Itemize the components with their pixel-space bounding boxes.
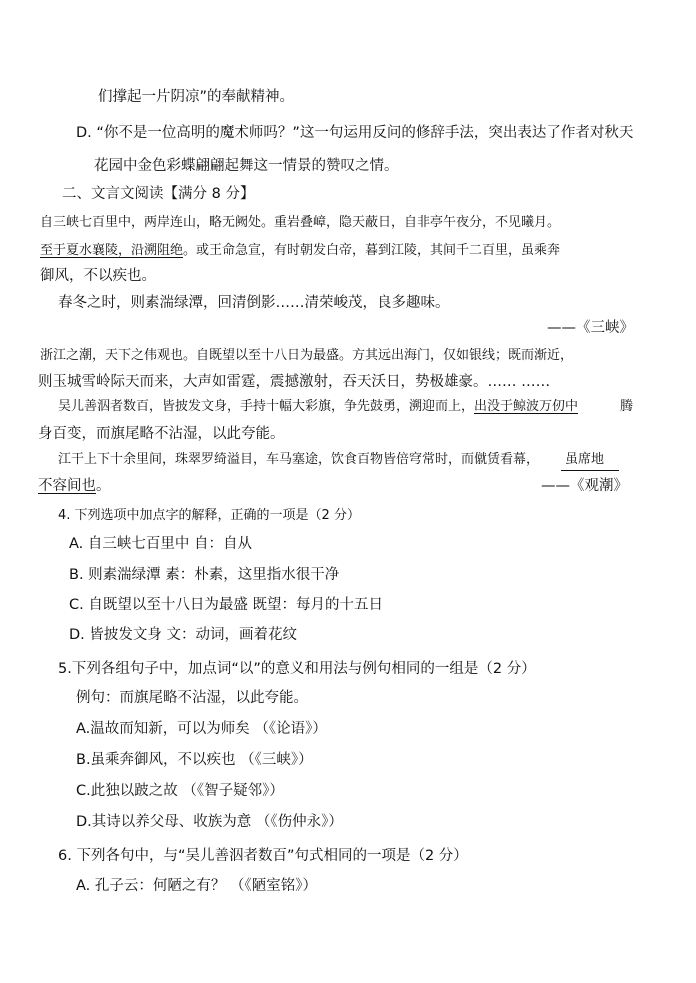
q5-option-c: C.此独以跛之故 （《智子疑邻》） xyxy=(76,783,284,799)
guanchao-source: ——《观潮》 xyxy=(541,478,628,494)
sanxia-source: ——《三峡》 xyxy=(547,320,634,336)
q4-option-d: D. 皆披发文身 文：动词，画着花纹 xyxy=(69,627,297,643)
guanchao-para3-end: 腾 xyxy=(620,399,634,414)
guanchao-para1: 浙江之潮，天下之伟观也。自既望以至十八日为最盛。方其远出海门，仅如银线；既而渐近， xyxy=(40,348,574,363)
q5-stem: 5.下列各组句子中，加点词“以”的意义和用法与例句相同的一组是（2 分） xyxy=(58,661,536,677)
q5-example: 例句：而旗尾略不沾湿，以此夸能。 xyxy=(76,690,308,706)
underlined-phrase: 出没于鲸波万仞中 xyxy=(474,399,579,414)
sanxia-para1: 自三峡七百里中，两岸连山，略无阙处。重岩叠嶂，隐天蔽日，自非亭午夜分，不见曦月。 xyxy=(40,215,561,230)
section-heading: 二、文言文阅读【满分 8 分】 xyxy=(62,186,255,202)
q4-option-a: A. 自三峡七百里中 自：自从 xyxy=(69,536,252,552)
q4-stem: 4. 下列选项中加点字的解释，正确的一项是（2 分） xyxy=(58,508,360,523)
option-c-tail: 们撑起一片阴凉”的奉献精神。 xyxy=(98,89,295,105)
option-d-line2: 花园中金色彩蝶翩翩起舞这一情景的赞叹之情。 xyxy=(94,158,399,174)
q4-option-b: B. 则素湍绿潭 素：朴素，这里指水很干净 xyxy=(69,567,340,583)
option-d-line1: D. “你不是一位高明的魔术师吗？”这一句运用反问的修辞手法，突出表达了作者对秋天 xyxy=(76,125,634,141)
guanchao-para2: 则玉城雪岭际天而来，大声如雷霆，震撼激射，吞天沃日，势极雄豪。…… …… xyxy=(38,374,551,390)
q5-option-a: A.温故而知新，可以为师矣 （《论语》） xyxy=(76,721,327,737)
sanxia-para2: 至于夏水襄陵，沿溯阻绝。或王命急宣，有时朝发白帝，暮到江陵，其间千二百里，虽乘奔 xyxy=(40,243,561,258)
underlined-phrase: 至于夏水襄陵，沿溯阻绝 xyxy=(40,243,184,258)
q6-option-a: A. 孔子云：何陋之有？ （《陋室铭》） xyxy=(76,878,317,894)
q6-stem: 6. 下列各句中，与“吴儿善泅者数百”句式相同的一项是（2 分） xyxy=(58,848,468,864)
q4-option-c: C. 自既望以至十八日为最盛 既望：每月的十五日 xyxy=(69,597,383,613)
q5-option-b: B.虽乘奔御风，不以疾也 （《三峡》） xyxy=(76,752,313,768)
sanxia-para4: 春冬之时，则素湍绿潭，回清倒影……清荣峻茂，良多趣味。 xyxy=(58,295,450,311)
sanxia-para3: 御风，不以疾也。 xyxy=(40,268,156,284)
guanchao-para5: 江干上下十余里间，珠翠罗绮溢目，车马塞途，饮食百物皆倍穹常时，而僦赁看幕， xyxy=(58,452,540,467)
underlined-phrase: 虽席地 xyxy=(561,450,619,471)
guanchao-para3: 吴儿善泅者数百，皆披发文身，手持十幅大彩旗，争先鼓勇，溯迎而上，出没于鲸波万仞中 xyxy=(58,399,579,414)
guanchao-para6: 不容间也。 xyxy=(38,478,111,494)
q5-option-d: D.其诗以养父母、收族为意 （《伤仲永》） xyxy=(76,814,343,830)
guanchao-para4: 身百变，而旗尾略不沾湿，以此夸能。 xyxy=(38,426,285,442)
